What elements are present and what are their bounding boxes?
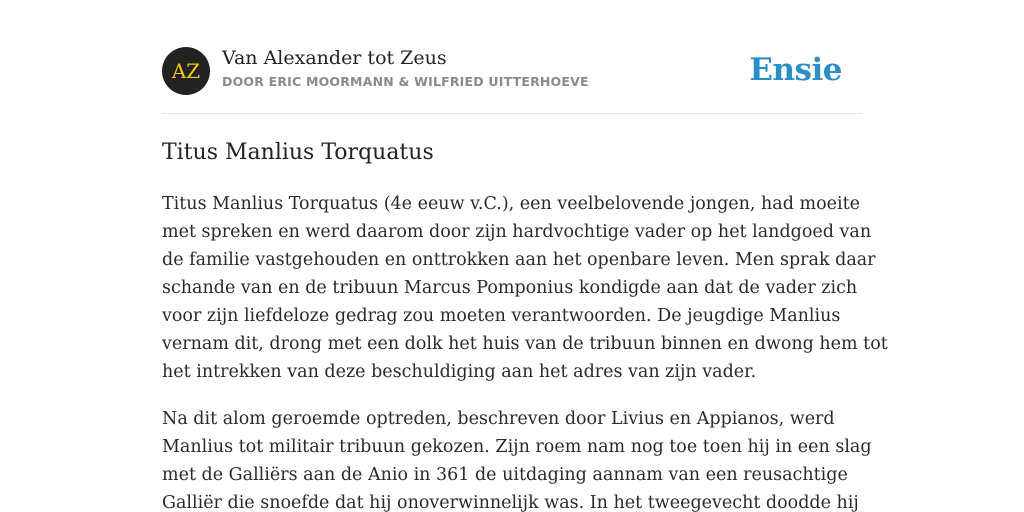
paragraph-line: Titus Manlius Torquatus (4e eeuw v.C.), een veelbelovende jongen, had moeite: [162, 194, 860, 214]
article-body: [162, 190, 888, 512]
paragraph-line: Manlius tot militair tribuun gekozen. Zijn roem nam nog toe toen hij in een slag: [162, 437, 872, 457]
ensie-logo[interactable]: Ensie: [749, 52, 842, 88]
book-avatar[interactable]: AZ: [162, 47, 210, 95]
paragraph-line: met de Galliërs aan de Anio in 361 de uitdaging aannam van een reusachtige: [162, 465, 848, 485]
paragraph-line: Galliër die snoefde dat hij onoverwinnelijk was. In het tweegevecht doodde hij: [162, 493, 859, 512]
paragraph-line: schande van en de tribuun Marcus Pomponius kondigde aan dat de vader zich: [162, 278, 858, 298]
paragraph-line: voor zijn liefdeloze gedrag zou moeten verantwoorden. De jeugdige Manlius: [162, 306, 841, 326]
paragraph-line: vernam dit, drong met een dolk het huis van de tribuun binnen en dwong hem tot: [162, 334, 888, 354]
header-divider: [162, 113, 862, 114]
article-paragraph-2: [162, 405, 872, 512]
paragraph-line: met spreken en werd daarom door zijn hardvochtige vader op het landgoed van: [162, 222, 872, 242]
book-title-link[interactable]: Van Alexander tot Zeus: [222, 47, 447, 69]
paragraph-line: de familie vastgehouden en onttrokken aan het openbare leven. Men sprak daar: [162, 250, 876, 270]
article-title: Titus Manlius Torquatus: [162, 140, 434, 165]
paragraph-line: het intrekken van deze beschuldiging aan het adres van zijn vader.: [162, 362, 757, 382]
article-paragraph-1: [162, 190, 888, 386]
book-header: [162, 46, 862, 96]
paragraph-line: Na dit alom geroemde optreden, beschreven door Livius en Appianos, werd: [162, 409, 835, 429]
book-authors: DOOR ERIC MOORMANN & WILFRIED UITTERHOEVE: [222, 74, 589, 89]
